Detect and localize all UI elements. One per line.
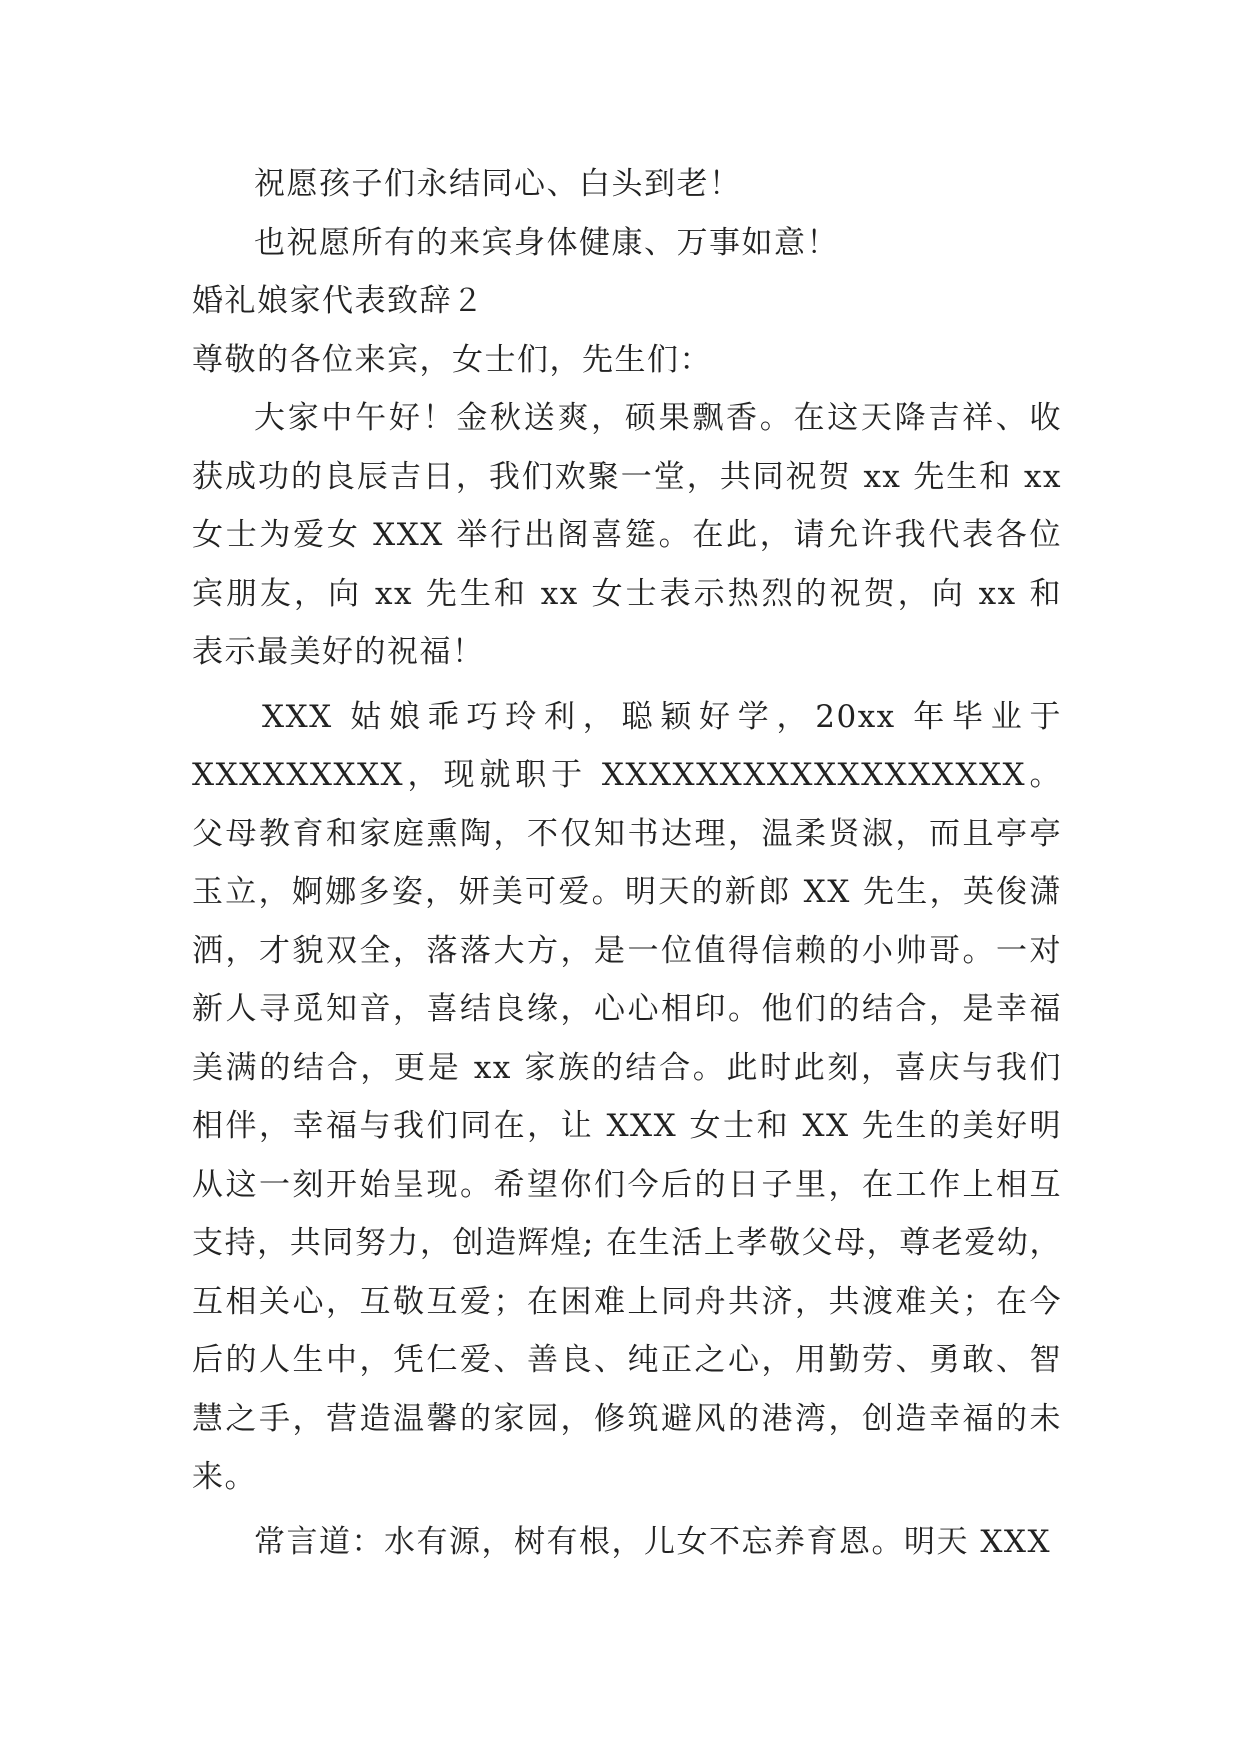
paragraph-2-line-2: XXXXXXXXX，现就职于 XXXXXXXXXXXXXXXXXX。 <box>192 757 1062 793</box>
paragraph-2-line-9: 从这一刻开始呈现。希望你们今后的日子里，在工作上相互 <box>192 1166 1062 1203</box>
closing-wish-line-2: 也祝愿所有的来宾身体健康、万事如意！ <box>254 224 839 261</box>
document-body <box>192 155 1062 1571</box>
section-title: 婚礼娘家代表致辞２ <box>192 283 485 319</box>
paragraph-1-line-5: 表示最美好的祝福！ <box>192 634 485 670</box>
paragraph-3-line-1: 常言道：水有源，树有根，儿女不忘养育恩。明天 XXX <box>254 1523 1052 1560</box>
paragraph-2-line-1: XXX 姑娘乖巧玲利，聪颖好学，20xx 年毕业于 <box>262 698 1062 735</box>
paragraph-2-line-5: 洒，才貌双全，落落大方，是一位值得信赖的小帅哥。一对 <box>192 932 1062 969</box>
paragraph-2-line-11: 互相关心，互敬互爱；在困难上同舟共济，共渡难关；在今 <box>192 1283 1062 1320</box>
paragraph-2-line-4: 玉立，婀娜多姿，妍美可爱。明天的新郎 XX 先生，英俊潇 <box>192 874 1062 910</box>
paragraph-1-line-3: 女士为爱女 XXX 举行出阁喜筵。在此，请允许我代表各位 <box>192 517 1062 553</box>
paragraph-2-line-12: 后的人生中，凭仁爱、善良、纯正之心，用勤劳、勇敢、智 <box>192 1342 1062 1378</box>
paragraph-2-line-7: 美满的结合，更是 xx 家族的结合。此时此刻，喜庆与我们 <box>192 1049 1062 1086</box>
paragraph-2-line-8: 相伴，幸福与我们同在，让 XXX 女士和 XX 先生的美好明 <box>192 1108 1062 1144</box>
closing-wish-line-1: 祝愿孩子们永结同心、白头到老！ <box>254 166 742 202</box>
paragraph-2-line-13: 慧之手，营造温馨的家园，修筑避风的港湾，创造幸福的未 <box>192 1400 1062 1437</box>
salutation: 尊敬的各位来宾，女士们，先生们： <box>192 341 712 378</box>
paragraph-2-line-3: 父母教育和家庭熏陶，不仅知书达理，温柔贤淑，而且亭亭 <box>192 815 1062 852</box>
paragraph-1-line-4: 宾朋友，向 xx 先生和 xx 女士表示热烈的祝贺，向 xx 和 <box>192 575 1062 612</box>
paragraph-2-line-14: 来。 <box>192 1459 257 1495</box>
paragraph-2-line-6: 新人寻觅知音，喜结良缘，心心相印。他们的结合，是幸福 <box>192 991 1062 1027</box>
paragraph-2-line-10: 支持，共同努力，创造辉煌; 在生活上孝敬父母，尊老爱幼， <box>192 1225 1062 1261</box>
paragraph-1-line-2: 获成功的良辰吉日，我们欢聚一堂，共同祝贺 xx 先生和 xx <box>192 458 1062 495</box>
paragraph-1-line-1: 大家中午好！金秋送爽，硕果飘香。在这天降吉祥、收 <box>254 400 1062 436</box>
